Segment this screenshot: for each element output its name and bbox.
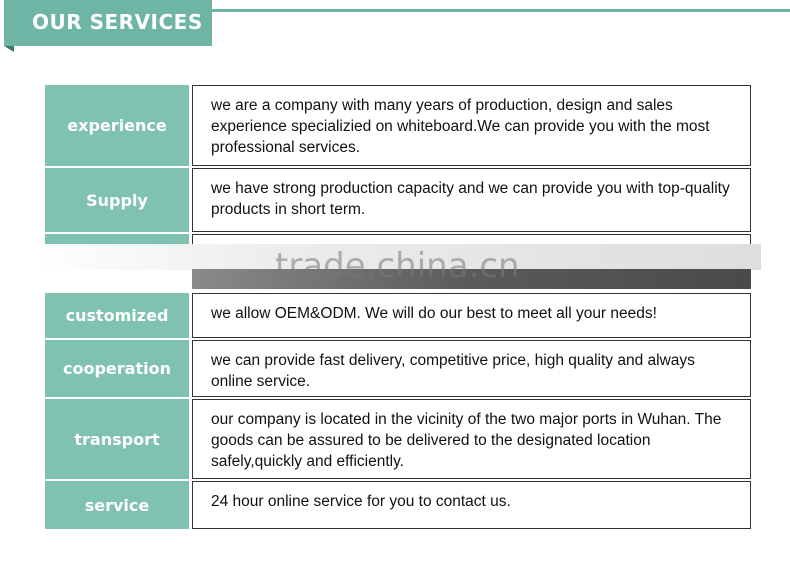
watermark-overlay — [45, 234, 751, 292]
section-header — [4, 0, 212, 46]
watermark-text: trade.china.cn — [275, 246, 520, 286]
service-row-transport — [45, 399, 751, 479]
row-text: we have strong production capacity and we can provide you with top-quality products in short term. — [192, 168, 751, 232]
service-row-supply — [45, 168, 751, 232]
row-label: transport — [45, 399, 189, 479]
row-text: 24 hour online service for you to contact us. — [192, 481, 751, 529]
service-row-service — [45, 481, 751, 529]
service-row-customized — [45, 293, 751, 338]
row-label: Supply — [45, 168, 189, 232]
header-rule — [212, 9, 790, 12]
row-text: we can provide fast delivery, competitive price, high quality and always online service. — [192, 340, 751, 397]
ribbon-fold — [4, 46, 14, 52]
service-row-experience — [45, 85, 751, 166]
row-label: customized — [45, 293, 189, 338]
row-label: experience — [45, 85, 189, 166]
service-row-cooperation — [45, 340, 751, 397]
row-text: our company is located in the vicinity of the two major ports in Wuhan. The goods can be assured to be delivered to the designated location safely,quickly and efficiently. — [192, 399, 751, 479]
row-label: cooperation — [45, 340, 189, 397]
section-title: OUR SERVICES — [32, 10, 203, 34]
row-text: we allow OEM&ODM. We will do our best to meet all your needs! — [192, 293, 751, 338]
row-label: service — [45, 481, 189, 529]
row-text: we are a company with many years of production, design and sales experience specializied on whiteboard.We can provide you with the most professional services. — [192, 85, 751, 166]
